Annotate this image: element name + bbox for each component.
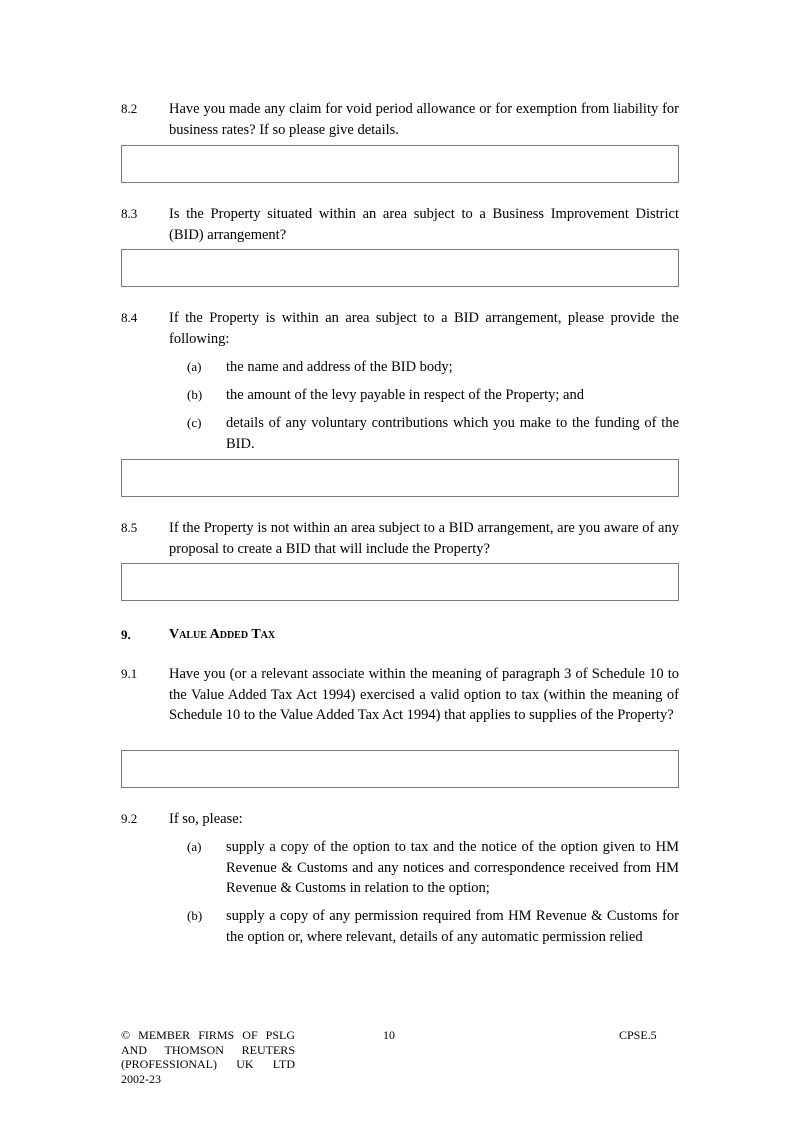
copyright-line: (PROFESSIONAL) UK LTD: [121, 1057, 295, 1071]
item-text: supply a copy of the option to tax and the notice of the option given to HM Revenue & Customs and any notices and correspondence received from HM Revenue & Customs in relation to the option;: [226, 839, 679, 896]
question-number: 8.3: [121, 206, 138, 221]
item-label: (c): [187, 415, 202, 430]
question-8-4: [121, 308, 679, 349]
question-text: Is the Property situated within an area subject to a Business Improvement District (BID) arrangement?: [169, 206, 679, 243]
list-item: [187, 906, 679, 947]
question-text: Have you made any claim for void period allowance or for exemption from liability for business rates? If so please give details.: [169, 101, 679, 138]
question-8-3: [121, 204, 679, 245]
copyright-line: AND THOMSON REUTERS: [121, 1042, 295, 1057]
item-label: (b): [187, 387, 203, 402]
question-number: 9.1: [121, 666, 138, 681]
section-heading: [121, 625, 276, 645]
question-text: Have you (or a relevant associate within the meaning of paragraph 3 of Schedule 10 to the Value Added Tax Act 1994) exercised a valid option to tax (within the meaning of Schedule 10 to the Value Added Tax Act 1994) that applies to supplies of the Property?: [169, 666, 679, 723]
document-code: CPSE.5: [619, 1028, 657, 1042]
question-text: If the Property is not within an area subject to a BID arrangement, are you aware of any proposal to create a BID that will include the Property?: [169, 520, 679, 557]
section-number: 9.: [121, 627, 131, 642]
list-item: [187, 837, 679, 899]
item-label: (a): [187, 359, 202, 374]
item-text: supply a copy of any permission required from HM Revenue & Customs for the option or, where relevant, details of any automatic permission relied: [226, 908, 679, 945]
item-text: the amount of the levy payable in respect of the Property; and: [226, 387, 584, 403]
question-8-5: [121, 518, 679, 559]
question-number: 8.5: [121, 520, 138, 535]
item-label: (a): [187, 839, 202, 854]
page-number: 10: [383, 1028, 395, 1042]
answer-box-9-1[interactable]: [121, 750, 679, 788]
item-text: the name and address of the BID body;: [226, 359, 453, 375]
copyright-line: 2002-23: [121, 1071, 161, 1086]
question-8-2: [121, 99, 679, 140]
question-text: If the Property is within an area subject to a BID arrangement, please provide the following:: [169, 310, 679, 347]
list-item: [187, 385, 679, 406]
question-number: 8.2: [121, 101, 138, 116]
question-9-1: [121, 664, 679, 726]
answer-box-8-5[interactable]: [121, 563, 679, 601]
answer-box-8-2[interactable]: [121, 145, 679, 183]
list-item: [187, 413, 679, 454]
question-text: If so, please:: [169, 811, 243, 827]
copyright-line: © MEMBER FIRMS OF PSLG: [121, 1028, 295, 1042]
item-label: (b): [187, 908, 203, 923]
answer-box-8-4[interactable]: [121, 459, 679, 497]
question-number: 9.2: [121, 811, 138, 826]
item-text: details of any voluntary contributions which you make to the funding of the BID.: [226, 415, 679, 452]
section-title: Value Added Tax: [169, 627, 276, 642]
list-item: [187, 357, 679, 378]
question-number: 8.4: [121, 310, 138, 325]
answer-box-8-3[interactable]: [121, 249, 679, 287]
footer-copyright: [121, 1028, 295, 1086]
question-9-2: [121, 809, 679, 830]
